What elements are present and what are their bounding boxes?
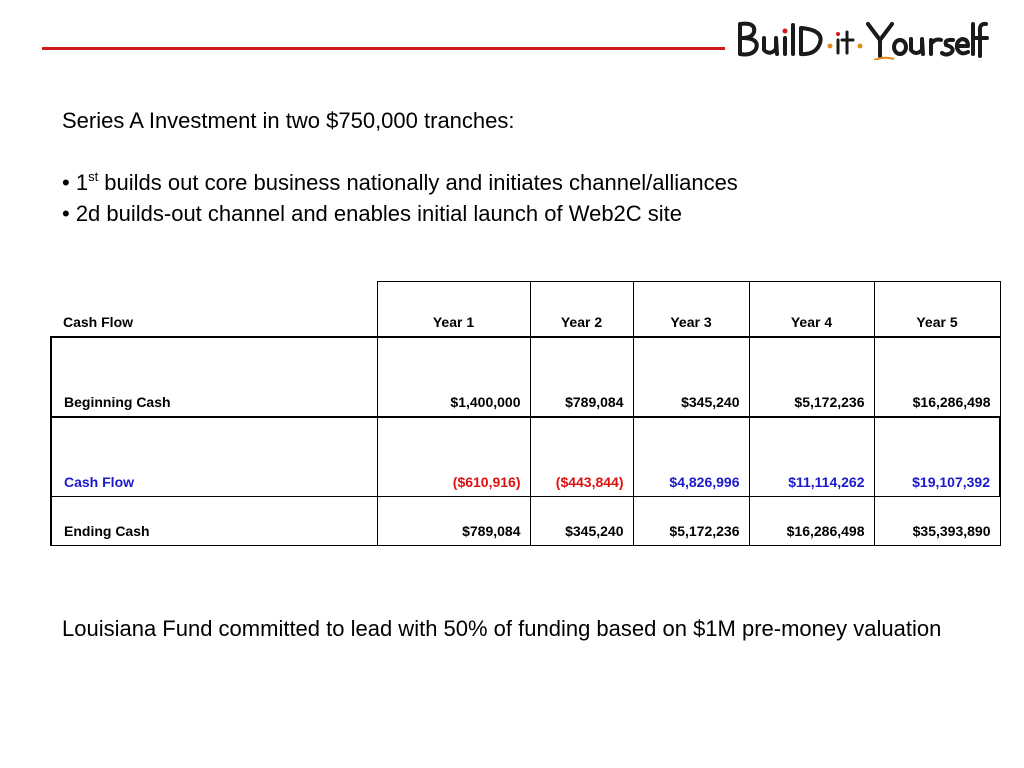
header-year-3: Year 3: [633, 282, 749, 338]
table-cell: ($443,844): [530, 417, 633, 497]
table-row-cash-flow: [51, 417, 1000, 497]
header-year-5: Year 5: [874, 282, 1000, 338]
table-row-beginning-cash: [51, 337, 1000, 417]
build-it-yourself-logo: [734, 16, 990, 60]
table-cell: $1,400,000: [377, 337, 530, 417]
table-header-row: [51, 282, 1000, 338]
table-cell: $16,286,498: [874, 337, 1000, 417]
table-cell: ($610,916): [377, 417, 530, 497]
header-year-4: Year 4: [749, 282, 874, 338]
table-cell: $5,172,236: [749, 337, 874, 417]
table-cell: $789,084: [530, 337, 633, 417]
row-label: Cash Flow: [51, 417, 377, 497]
cash-flow-table: [50, 281, 1001, 546]
row-label: Ending Cash: [51, 497, 377, 546]
bullet-second-tranche: • 2d builds-out channel and enables initial launch of Web2C site: [62, 201, 683, 226]
investment-heading: Series A Investment in two $750,000 tranches:: [62, 108, 515, 133]
table-cell: $789,084: [377, 497, 530, 546]
bullet-1-prefix: • 1: [62, 170, 89, 195]
header-rule: [42, 47, 725, 50]
header-year-1: Year 1: [377, 282, 530, 338]
table-cell: $35,393,890: [874, 497, 1000, 546]
row-label: Beginning Cash: [51, 337, 377, 417]
intro-text: [62, 105, 962, 229]
table-cell: $11,114,262: [749, 417, 874, 497]
header-year-2: Year 2: [530, 282, 633, 338]
table-cell: $16,286,498: [749, 497, 874, 546]
table-cell: $345,240: [530, 497, 633, 546]
bullet-1-superscript: st: [88, 169, 99, 184]
funding-note: Louisiana Fund committed to lead with 50% of funding based on $1M pre-money valuation: [62, 616, 942, 641]
bullet-first-tranche: [62, 167, 962, 198]
spacer: [62, 136, 962, 167]
header-label: Cash Flow: [51, 282, 377, 338]
table-cell: $345,240: [633, 337, 749, 417]
table-cell: $5,172,236: [633, 497, 749, 546]
table-cell: $19,107,392: [874, 417, 1000, 497]
table-row-ending-cash: [51, 497, 1000, 546]
table-cell: $4,826,996: [633, 417, 749, 497]
bullet-1-text: builds out core business nationally and initiates channel/alliances: [98, 170, 738, 195]
